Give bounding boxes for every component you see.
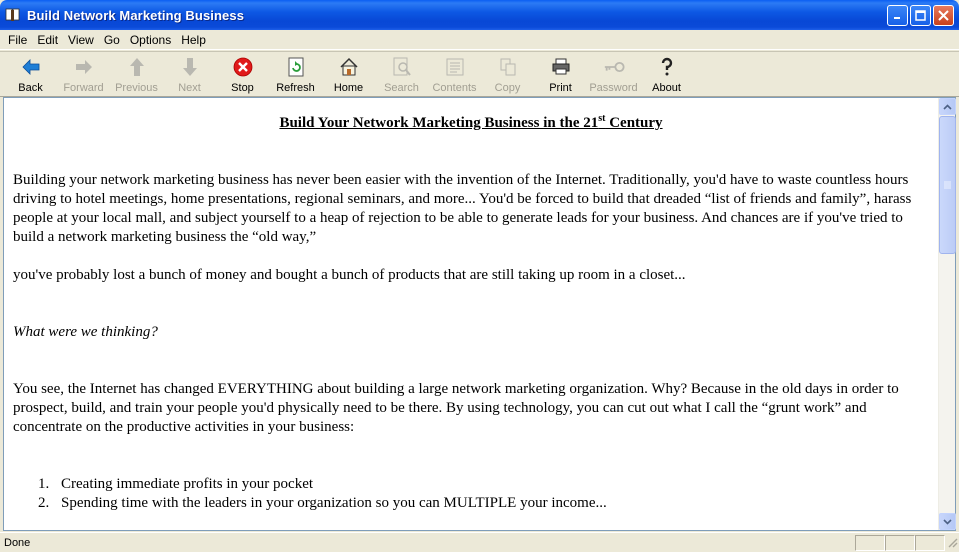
forward-button[interactable]: Forward <box>57 52 110 96</box>
scroll-down-button[interactable] <box>939 513 956 530</box>
close-button[interactable] <box>933 5 954 26</box>
list-item: 1. Creating immediate profits in your pocket <box>53 475 927 494</box>
paragraph-lost-money: you've probably lost a bunch of money and bought a bunch of products that are still taking up room in a closet... <box>13 267 686 283</box>
password-button[interactable]: Password <box>587 52 640 96</box>
minimize-button[interactable] <box>887 5 908 26</box>
help-book-icon <box>5 7 21 23</box>
menu-help[interactable]: Help <box>181 32 206 47</box>
menu-view[interactable]: View <box>68 32 94 47</box>
status-panel <box>885 535 915 551</box>
document-title-superscript: st <box>598 113 606 124</box>
resize-grip-icon[interactable] <box>945 535 959 551</box>
benefits-list <box>53 475 927 513</box>
home-icon <box>338 56 360 78</box>
next-button[interactable]: Next <box>163 52 216 96</box>
search-icon <box>391 56 413 78</box>
menu-edit[interactable]: Edit <box>37 32 59 47</box>
copy-button[interactable]: Copy <box>481 52 534 96</box>
minimize-icon <box>892 10 903 21</box>
printer-icon <box>550 56 572 78</box>
stop-button[interactable]: Stop <box>216 52 269 96</box>
paragraph-internet: You see, the Internet has changed EVERYTHING about building a large network marketing organization. Why? Because in the old days in order to prospect, build, and train your people you'd physically need to be there. By using technology, you can cut out what I call the “grunt work” and concentrate on the productive activities in your business: <box>13 381 899 435</box>
document-title-main: Build Your Network Marketing Business in the 21 <box>279 115 599 131</box>
paragraph-question: What were we thinking? <box>13 324 158 340</box>
status-text: Done <box>4 536 31 549</box>
refresh-icon <box>285 56 307 78</box>
status-panel <box>855 535 885 551</box>
contents-icon <box>444 56 466 78</box>
previous-button[interactable]: Previous <box>110 52 163 96</box>
chevron-down-icon <box>943 519 952 525</box>
home-button[interactable]: Home <box>322 52 375 96</box>
maximize-button[interactable] <box>910 5 931 26</box>
stop-icon <box>232 56 254 78</box>
print-button[interactable]: Print <box>534 52 587 96</box>
status-panel <box>915 535 945 551</box>
vertical-scrollbar[interactable] <box>938 98 955 530</box>
refresh-button[interactable]: Refresh <box>269 52 322 96</box>
about-button[interactable]: About <box>640 52 693 96</box>
down-arrow-icon <box>179 56 201 78</box>
forward-arrow-icon <box>73 56 95 78</box>
content-frame <box>3 97 956 531</box>
list-item: 2. Spending time with the leaders in your organization so you can MULTIPLE your income... <box>53 494 927 513</box>
grip-icon <box>944 181 951 189</box>
title-bar[interactable] <box>0 0 959 30</box>
toolbar <box>0 51 959 97</box>
scroll-up-button[interactable] <box>939 98 956 115</box>
menu-file[interactable]: File <box>8 32 28 47</box>
status-bar <box>0 532 959 552</box>
window-title: Build Network Marketing Business <box>27 7 245 23</box>
search-button[interactable]: Search <box>375 52 428 96</box>
contents-button[interactable]: Contents <box>428 52 481 96</box>
scroll-thumb[interactable] <box>939 116 956 254</box>
copy-icon <box>497 56 519 78</box>
menu-bar <box>0 30 959 50</box>
document-view <box>4 98 939 530</box>
paragraph-intro: Building your network marketing business has never been easier with the invention of the Internet. Traditionally, you'd have to waste countless hours driving to hotel meetings, home presentations, regional seminars, and more... You'd be forced to build that dreaded “list of friends and family”, harass people at your local mall, and subject yourself to a heap of rejection to be able to generate leads for your business. And chances are if you've tried to build a network marketing business the “old way,” <box>13 172 912 245</box>
close-icon <box>938 10 949 21</box>
up-arrow-icon <box>126 56 148 78</box>
question-mark-icon <box>656 56 678 78</box>
menu-go[interactable]: Go <box>103 32 120 47</box>
key-icon <box>603 56 625 78</box>
document-title-end: Century <box>605 115 663 131</box>
maximize-icon <box>915 10 926 21</box>
menu-options[interactable]: Options <box>129 32 172 47</box>
chevron-up-icon <box>943 104 952 110</box>
back-arrow-icon <box>20 56 42 78</box>
document-title <box>15 114 927 133</box>
back-button[interactable]: Back <box>4 52 57 96</box>
